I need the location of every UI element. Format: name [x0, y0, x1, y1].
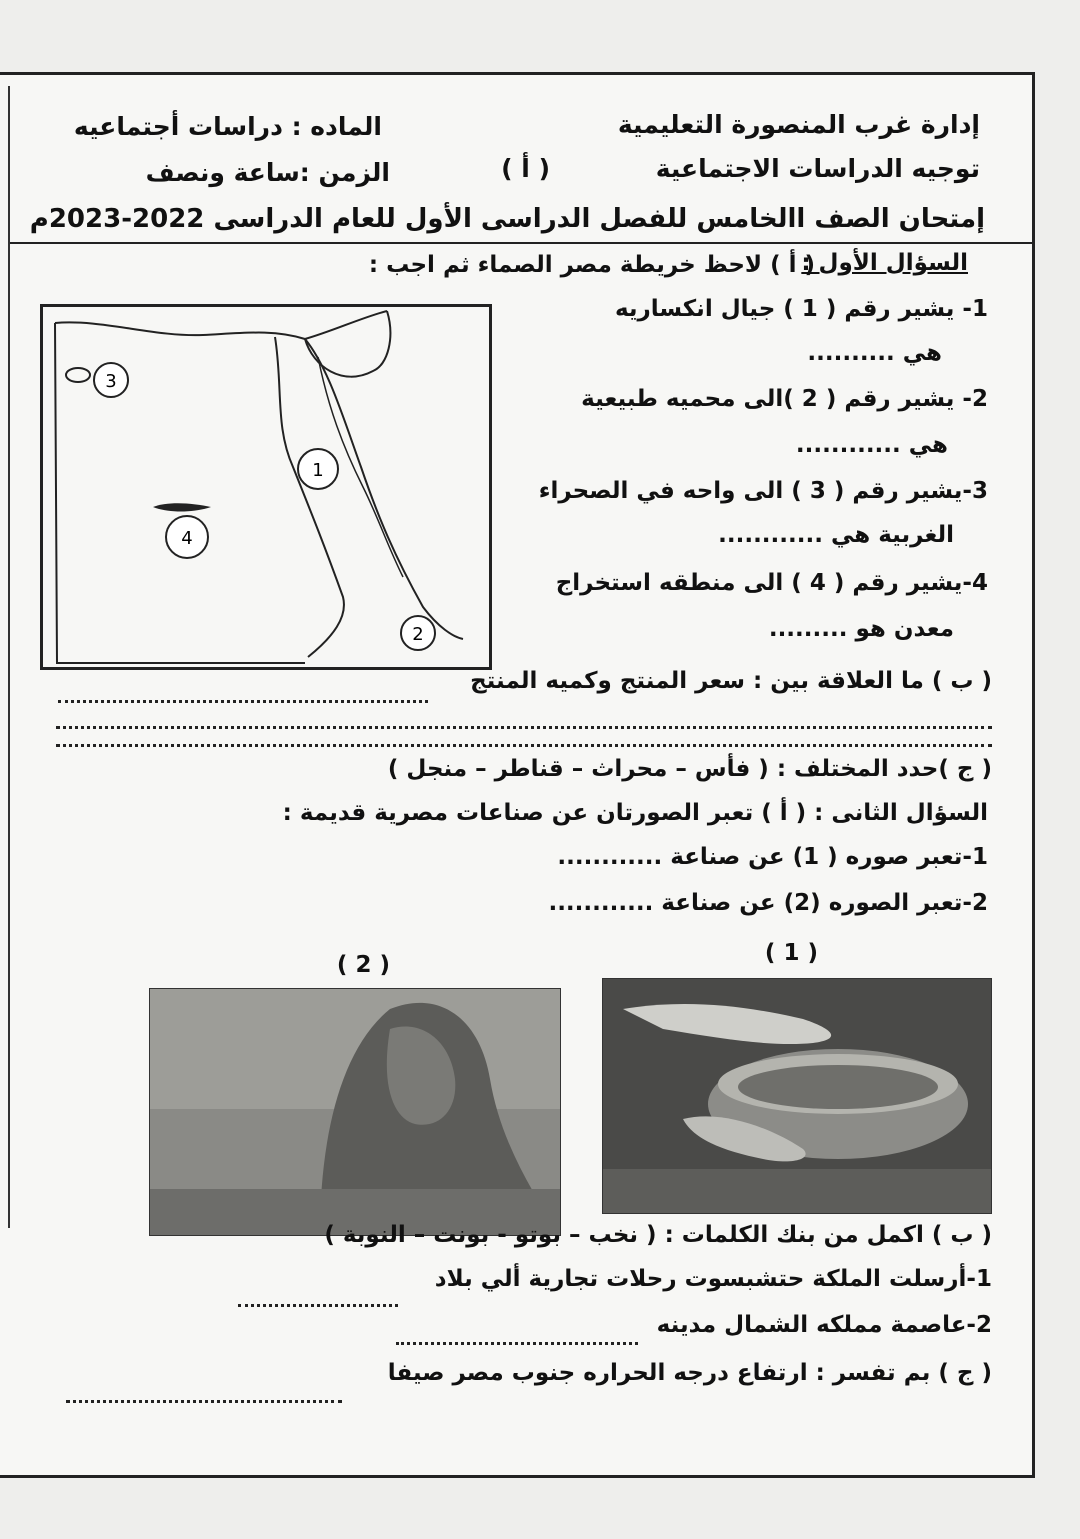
egypt-map: [40, 304, 492, 670]
q1-item3-line2: الغربية هي ............: [718, 522, 954, 548]
mineral-area: [153, 503, 211, 511]
q1-item4-line1: 4-يشير رقم ( 4 ) الى منطقه استخراج: [555, 570, 988, 596]
answer-line: [238, 1304, 398, 1309]
time-label: الزمن :ساعة ونصف: [145, 158, 390, 187]
map-label-2: 2: [412, 624, 424, 645]
photo-2-label: ( 2 ): [336, 952, 390, 978]
photo-1-pottery: [602, 978, 992, 1214]
map-label-4: 4: [181, 528, 193, 549]
q2-part-c: ( ج ) بم تفسر : ارتفاع درجه الحراره جنوب مصر صيفا: [387, 1360, 992, 1386]
q1-item4-line2: معدن هو .........: [768, 616, 954, 642]
oasis-shape: [66, 368, 90, 382]
sinai-outline: [305, 311, 390, 377]
q1-title: السؤال الأول :: [801, 250, 968, 276]
pottery-image: [603, 979, 991, 1213]
photo-1-label: ( 1 ): [764, 940, 818, 966]
q1-item2-line1: 2- يشير رقم ( 2 )الى محميه طبيعية: [581, 386, 988, 412]
map-label-3: 3: [105, 371, 117, 392]
header-divider: [10, 242, 1032, 244]
administration-name: إدارة غرب المنصورة التعليمية: [617, 110, 980, 139]
q1-item1-line1: 1- يشير رقم ( 1 ) جيال انكساريه: [614, 296, 988, 322]
photo-2-sphinx: [149, 988, 561, 1236]
egypt-map-drawing: [43, 307, 489, 667]
q2-part-b-intro: ( ب ) اكمل من بنك الكلمات : ( نخب – بوتو - بونت – النوبة ): [324, 1222, 992, 1248]
nile-river: [275, 337, 344, 657]
sphinx-image: [150, 989, 560, 1235]
map-label-1: 1: [312, 460, 324, 481]
q2-item1: 1-تعبر صوره ( 1) عن صناعة ............: [557, 844, 988, 870]
q1-item2-line2: هي ............: [795, 432, 948, 458]
q2-title: السؤال الثانى : ( أ ) تعبر الصورتان عن صناعات مصرية قديمة :: [282, 800, 988, 826]
q2-item2: 2-تعبر الصوره (2) عن صناعة ............: [548, 890, 988, 916]
answer-line: [58, 700, 428, 705]
answer-line: [396, 1342, 638, 1347]
answer-line: [56, 744, 992, 749]
margin-line: [8, 86, 10, 1228]
answer-line: [56, 726, 992, 731]
answer-line: [66, 1400, 342, 1405]
north-coast: [55, 311, 387, 339]
q1-part-a-intro: ( أ ) لاحظ خريطة مصر الصماء ثم اجب :: [368, 252, 815, 278]
q1-part-c: ( ج )حدد المختلف : ( فأس – محراث – قناطر – منجل ): [387, 756, 992, 782]
subject-label: الماده : دراسات أجتماعيه: [73, 112, 382, 141]
exam-title: إمتحان الصف االخامس للفصل الدراسى الأول للعام الدراسى 2022-2023م: [29, 204, 985, 234]
q1-item1-line2: هي ..........: [807, 340, 942, 366]
supervision-name: توجيه الدراسات الاجتماعية: [655, 154, 980, 183]
q2-part-b-item1: 1-أرسلت الملكة حتشبسوت رحلات تجارية ألي بلاد: [434, 1266, 992, 1292]
q1-item3-line1: 3-يشير رقم ( 3 ) الى واحه في الصحراء: [538, 478, 988, 504]
model-label: ( أ ): [501, 154, 550, 183]
western-border: [55, 323, 305, 663]
q1-part-b: ( ب ) ما العلاقة بين : سعر المنتج وكميه المنتج: [470, 668, 992, 694]
q2-part-b-item2: 2-عاصمة مملكه الشمال مدينه: [656, 1312, 992, 1338]
red-sea-coast: [305, 339, 463, 639]
